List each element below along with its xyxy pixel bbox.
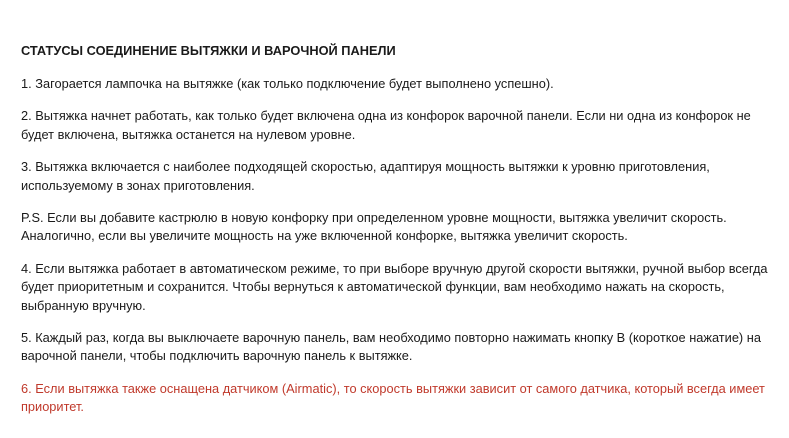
paragraph-5: 5. Каждый раз, когда вы выключаете варочную панель, вам необходимо повторно нажимать кнопку B (короткое нажатие) на варочной панели, чтобы подключить варочную панель к вытяжке. [21, 330, 761, 364]
document-title: СТАТУСЫ СОЕДИНЕНИЕ ВЫТЯЖКИ И ВАРОЧНОЙ ПАНЕЛИ [21, 43, 396, 58]
paragraph-2: 2. Вытяжка начнет работать, как только будет включена одна из конфорок варочной панели. Если ни одна из конфорок не будет включена, вытяжка останется на нулевом уровне. [21, 108, 751, 142]
paragraph-ps: P.S. Если вы добавите кастрюлю в новую конфорку при определенном уровне мощности, вытяжка увеличит скорость. Аналогично, если вы увеличите мощность на уже включенной конфорке, вытяжка увеличит скорость. [21, 210, 727, 244]
paragraph-4: 4. Если вытяжка работает в автоматическом режиме, то при выборе вручную другой скорости вытяжки, ручной выбор всегда будет приоритетным и сохранится. Чтобы вернуться к автоматической функции, вам необходимо нажать на скорость, выбранную вручную. [21, 260, 768, 313]
paragraph-1: 1. Загорается лампочка на вытяжке (как только подключение будет выполнено успешно). [21, 76, 554, 91]
paragraph-6-highlight: 6. Если вытяжка также оснащена датчиком (Airmatic), то скорость вытяжки зависит от самого датчика, который всегда имеет приоритет. [21, 380, 765, 415]
paragraph-3: 3. Вытяжка включается с наиболее подходящей скоростью, адаптируя мощность вытяжки к уровню приготовления, используемому в зонах приготовления. [21, 159, 710, 193]
